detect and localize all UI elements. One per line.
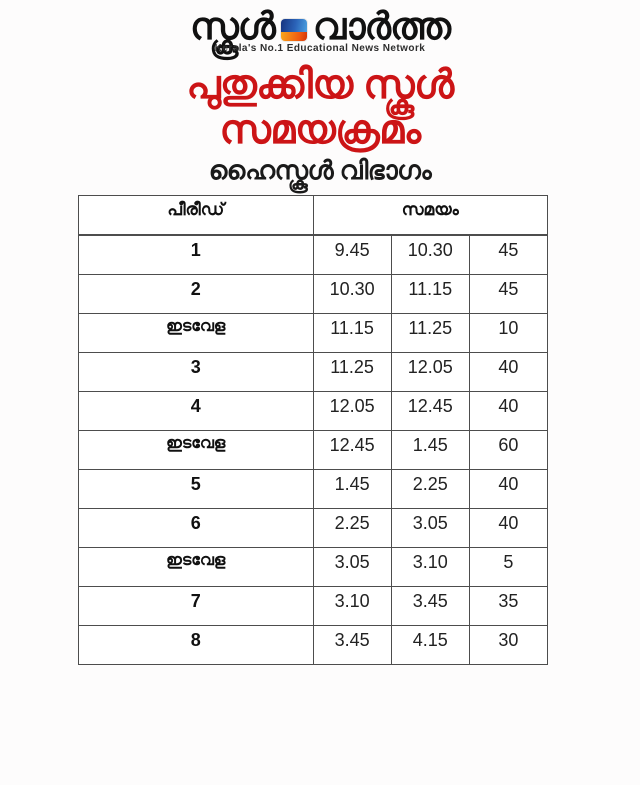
tagline: Kerala's No.1 Educational News Network [214,42,426,54]
duration-cell: 40 [469,470,547,509]
end-time-cell: 10.30 [391,235,469,275]
duration-cell: 10 [469,314,547,353]
duration-cell: 45 [469,235,547,275]
table-row [79,509,548,548]
col-header-time: സമയം [313,196,547,236]
duration-cell: 60 [469,431,547,470]
table-row-break [79,431,548,470]
start-time-cell: 3.45 [313,626,391,665]
start-time-cell: 3.10 [313,587,391,626]
end-time-cell: 3.10 [391,548,469,587]
period-cell: 6 [79,509,314,548]
duration-cell: 35 [469,587,547,626]
period-cell: 1 [79,235,314,275]
page-title [0,63,640,153]
logo-text-vartha: വാർത്ത [312,6,451,48]
start-time-cell: 11.15 [313,314,391,353]
end-time-cell: 3.45 [391,587,469,626]
table-row [79,275,548,314]
table-row [79,353,548,392]
table-row-break [79,314,548,353]
table-row-break [79,548,548,587]
end-time-cell: 12.45 [391,392,469,431]
start-time-cell: 3.05 [313,548,391,587]
end-time-cell: 2.25 [391,470,469,509]
start-time-cell: 12.05 [313,392,391,431]
start-time-cell: 1.45 [313,470,391,509]
end-time-cell: 1.45 [391,431,469,470]
start-time-cell: 11.25 [313,353,391,392]
table-row [79,626,548,665]
period-cell: 7 [79,587,314,626]
period-cell: 5 [79,470,314,509]
title-line-1: പുതുക്കിയ സ്കൂൾ [186,62,454,107]
logo-text-school: സ്കൂൾ [189,6,275,48]
news-channel-logo-icon [281,19,307,41]
table-row [79,470,548,509]
table-row [79,587,548,626]
start-time-cell: 10.30 [313,275,391,314]
end-time-cell: 11.25 [391,314,469,353]
timetable [78,195,548,665]
end-time-cell: 12.05 [391,353,469,392]
end-time-cell: 11.15 [391,275,469,314]
section-subtitle: ഹൈസ്കൂൾ വിഭാഗം [208,155,432,186]
duration-cell: 40 [469,392,547,431]
start-time-cell: 12.45 [313,431,391,470]
title-line-2: സമയക്രമം [219,108,421,153]
start-time-cell: 2.25 [313,509,391,548]
period-cell: ഇടവേള [79,431,314,470]
duration-cell: 30 [469,626,547,665]
header-row [79,196,548,236]
duration-cell: 45 [469,275,547,314]
period-cell: ഇടവേള [79,548,314,587]
period-cell: ഇടവേള [79,314,314,353]
col-header-period: പീരീഡ് [79,196,314,236]
duration-cell: 40 [469,353,547,392]
start-time-cell: 9.45 [313,235,391,275]
duration-cell: 40 [469,509,547,548]
duration-cell: 5 [469,548,547,587]
table-row [79,392,548,431]
end-time-cell: 4.15 [391,626,469,665]
period-cell: 3 [79,353,314,392]
masthead [0,8,640,54]
period-cell: 8 [79,626,314,665]
period-cell: 4 [79,392,314,431]
table-row [79,235,548,275]
end-time-cell: 3.05 [391,509,469,548]
period-cell: 2 [79,275,314,314]
